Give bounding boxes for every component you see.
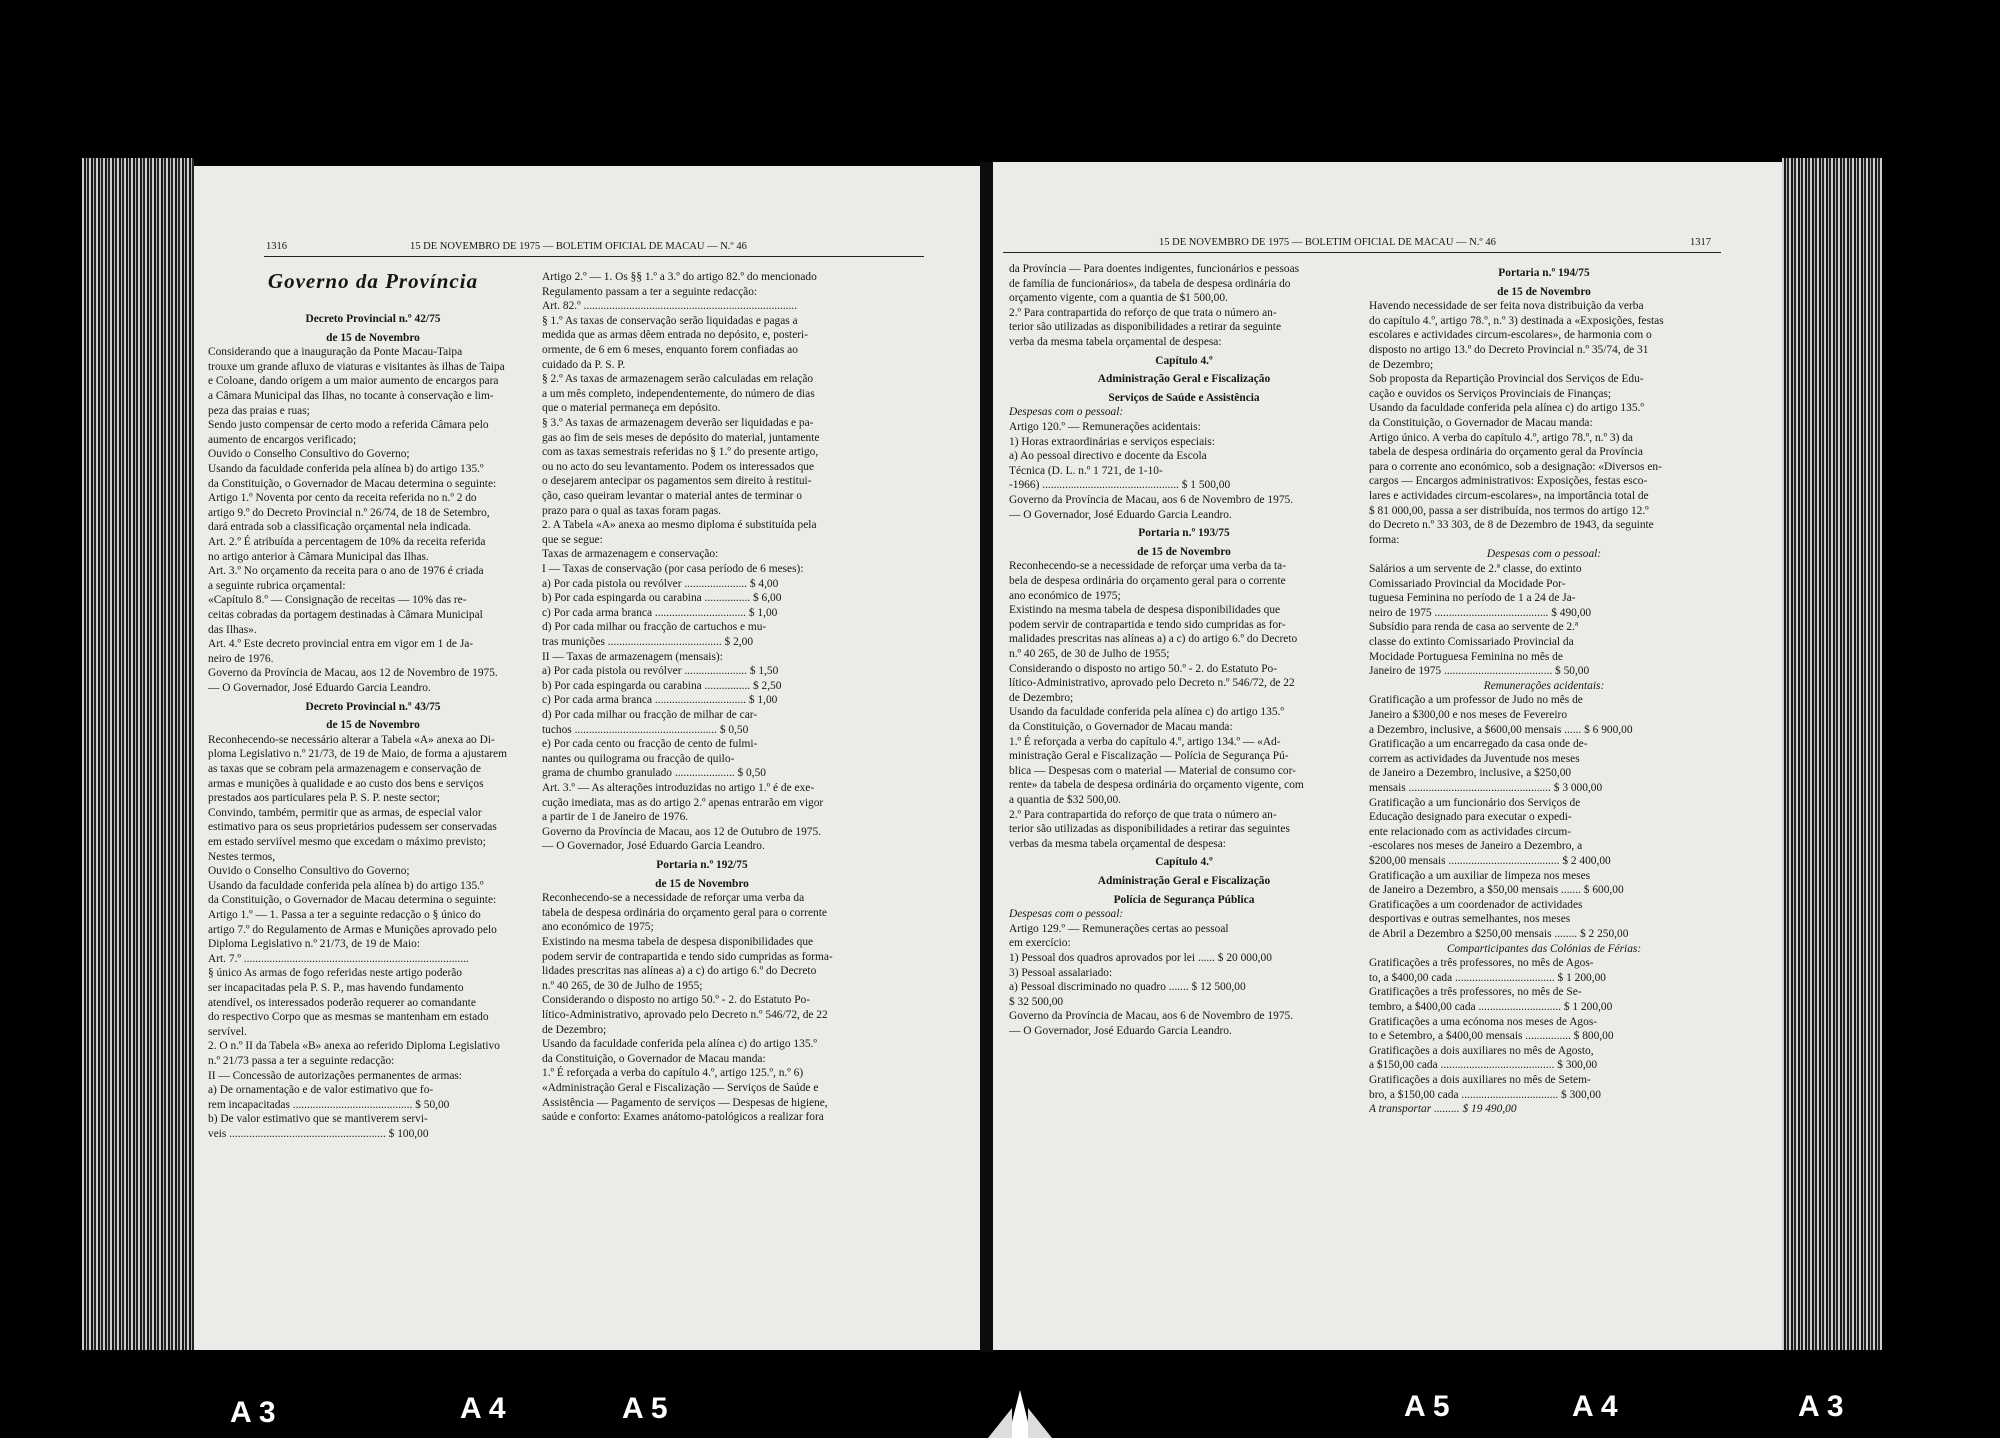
text-line: medida que as armas dêem entrada no depósito, e, posteri-	[542, 329, 809, 342]
text-line: Usando da faculdade conferida pela alínea c) do artigo 135.º	[1009, 706, 1284, 719]
text-line: Art. 3.º No orçamento da receita para o ano de 1976 é criada	[208, 565, 484, 578]
text-line: b) Por cada espingarda ou carabina ................ $ 2,50	[542, 679, 782, 692]
text-line: Educação designado para executar o expedi-	[1369, 811, 1572, 824]
text-line: b) Por cada espingarda ou carabina ................ $ 6,00	[542, 592, 782, 605]
text-line: Usando da faculdade conferida pela alínea b) do artigo 135.º	[208, 879, 484, 892]
text-line: neiro de 1976.	[208, 652, 274, 665]
text-line: — O Governador, José Eduardo Garcia Leandro.	[542, 840, 765, 853]
text-line: tabela de despesa ordinária do orçamento geral da Província	[1369, 446, 1643, 459]
text-line: — O Governador, José Eduardo Garcia Leandro.	[1009, 508, 1232, 521]
text-line: prestados aos particulares pela P. S. P. neste sector;	[208, 792, 440, 805]
text-line: Artigo 120.º — Remunerações acidentais:	[1009, 421, 1201, 433]
text-line: to, a $400,00 cada ................................... $ 1 200,00	[1369, 971, 1606, 984]
text-line: a) Por cada pistola ou revólver ...................... $ 4,00	[542, 577, 779, 590]
text-line: — O Governador, José Eduardo Garcia Leandro.	[208, 682, 431, 694]
text-line: cação e ouvidos os Serviços Provinciais de Finanças;	[1369, 387, 1611, 400]
text-line: artigo 9.º do Decreto Provincial n.º 26/74, de 18 de Setembro,	[208, 506, 490, 519]
text-line: escolares e actividades circum-escolares», de harmonia com o	[1369, 329, 1652, 342]
text-line: § 3.º As taxas de armazenagem deverão ser liquidadas e pa-	[542, 417, 814, 429]
text-line: ção, caso queiram levantar o material antes de terminar o	[542, 490, 802, 502]
text-line: Gratificação a um encarregado da casa onde de-	[1369, 738, 1588, 751]
text-line: lares e actividades circum-escolares», na importância total de	[1369, 490, 1649, 502]
left-head-rule	[264, 256, 924, 257]
text-line: a seguinte rubrica orçamental:	[208, 579, 346, 592]
text-line: lítico-Administrativo, aprovado pelo Decreto n.º 546/72, de 22	[1009, 677, 1295, 690]
text-line: podem servir de contrapartida e tendo sido cumpridas as forma-	[542, 950, 833, 963]
text-line: Mocidade Portuguesa Feminina no mês de	[1369, 650, 1563, 663]
heading-line: Capítulo 4.º	[1155, 354, 1213, 367]
text-line: terior são utilizadas as disponibilidades a retirar das seguintes	[1009, 823, 1290, 836]
text-line: «Capítulo 8.º — Consignação de receitas — 10% das re-	[208, 594, 467, 607]
text-line: para o corrente ano económico, sob a designação: «Diversos en-	[1369, 460, 1662, 473]
right-running-head: 15 DE NOVEMBRO DE 1975 — BOLETIM OFICIAL DE MACAU — N.º 46	[1159, 237, 1496, 248]
left-page-edge	[82, 158, 194, 1350]
text-line: to e Setembro, a $400,00 mensais ................ $ 800,00	[1369, 1030, 1614, 1043]
text-line: com as taxas semestrais referidas no § 1.º do presente artigo,	[542, 446, 819, 459]
text-line: Despesas com o pessoal:	[1486, 548, 1602, 561]
text-line: Havendo necessidade de ser feita nova distribuição da verba	[1369, 300, 1644, 313]
text-line: cução imediata, mas as do artigo 2.º apenas entrarão em vigor	[542, 796, 824, 809]
film-mark: A 3	[1798, 1390, 1844, 1423]
text-line: ano económico de 1975;	[1009, 589, 1121, 602]
text-line: forma:	[1369, 533, 1400, 546]
text-line: lítico-Administrativo, aprovado pelo Decreto n.º 546/72, de 22	[542, 1009, 828, 1021]
text-line: de Dezembro;	[1369, 358, 1434, 371]
heading-line: de 15 de Novembro	[326, 719, 420, 732]
text-line: 3) Pessoal assalariado:	[1009, 966, 1113, 979]
text-line: Usando da faculdade conferida pela alínea c) do artigo 135.º	[1369, 402, 1644, 415]
text-line: -escolares nos meses de Janeiro a Dezembro, a	[1369, 840, 1583, 853]
text-line: 2.º Para contrapartida do reforço de que trata o número an-	[1009, 808, 1277, 821]
text-line: Artigo 129.º — Remunerações certas ao pessoal	[1009, 922, 1229, 935]
text-line: de Abril a Dezembro a $250,00 mensais ........ $ 2 250,00	[1369, 928, 1629, 940]
text-line: Sob proposta da Repartição Provincial dos Serviços de Edu-	[1369, 373, 1644, 386]
text-line: n.º 40 265, de 30 de Julho de 1955;	[1009, 648, 1170, 660]
text-line: a partir de 1 de Janeiro de 1976.	[542, 811, 689, 824]
text-line: Existindo na mesma tabela de despesa disponibilidades que	[1009, 604, 1281, 617]
text-line: Gratificações a uma ecónoma nos meses de Agos-	[1369, 1015, 1598, 1028]
text-line: tembro, a $400,00 cada ............................. $ 1 200,00	[1369, 1001, 1613, 1013]
text-line: Gratificações a um coordenador de actividades	[1369, 898, 1583, 911]
heading-line: Administração Geral e Fiscalização	[1097, 875, 1271, 887]
text-line: veis ....................................................... $ 100,00	[208, 1128, 429, 1140]
text-line: c) Por cada arma branca ................................ $ 1,00	[542, 694, 778, 707]
text-line: Gratificações a três professores, no mês de Se-	[1369, 986, 1582, 999]
right-page	[993, 162, 1782, 1350]
text-line: de Dezembro;	[1009, 691, 1074, 704]
text-line: 2. O n.º II da Tabela «B» anexa ao referido Diploma Legislativo	[208, 1040, 500, 1053]
text-line: grama de chumbo granulado ..................... $ 0,50	[542, 767, 766, 780]
text-line: podem servir de contrapartida e tendo sido cumpridas as for-	[1009, 618, 1286, 631]
text-line: II — Taxas de armazenagem (mensais):	[542, 650, 723, 663]
heading-line: de 15 de Novembro	[326, 331, 420, 344]
text-line: Despesas com o pessoal:	[1009, 908, 1124, 921]
text-line: de Janeiro a Dezembro, inclusive, a $250,00	[1369, 767, 1572, 780]
text-line: verbas da mesma tabela orçamental de despesa:	[1009, 837, 1226, 850]
text-line: rem incapacitadas .......................................... $ 50,00	[208, 1098, 450, 1111]
text-line: II — Concessão de autorizações permanentes de armas:	[208, 1069, 462, 1082]
heading-line: Portaria n.º 192/75	[656, 859, 748, 871]
text-line: que se segue:	[542, 533, 603, 546]
text-line: tabela de despesa ordinária do orçamento geral para o corrente	[542, 906, 827, 919]
heading-line: Polícia de Segurança Pública	[1113, 893, 1255, 906]
text-line: Art. 7.º ...............................................................................	[208, 952, 469, 965]
text-line: Comissariado Provincial da Mocidade Por-	[1369, 577, 1566, 590]
text-line: A transportar ......... $ 19 490,00	[1369, 1103, 1517, 1116]
film-mark: A 5	[622, 1392, 668, 1425]
text-line: Comparticipantes das Colónias de Férias:	[1446, 942, 1642, 955]
heading-line: Capítulo 4.º	[1155, 856, 1213, 869]
binding-clip-icon	[960, 1388, 1080, 1438]
text-line: da Constituição, o Governador de Macau manda:	[1009, 721, 1233, 733]
text-line: atendível, os interessados poderão requerer ao comandante	[208, 996, 476, 1009]
text-line: ministração Geral e Fiscalização — Polícia de Segurança Pú-	[1009, 750, 1289, 763]
text-line: c) Por cada arma branca ................................ $ 1,00	[542, 606, 778, 619]
text-line: dará entrada sob a classificação orçamental nela indicada.	[208, 521, 472, 534]
text-line: da Constituição, o Governador de Macau determina o seguinte:	[208, 477, 497, 490]
text-line: 1) Horas extraordinárias e serviços especiais:	[1009, 435, 1215, 448]
text-line: a) Ao pessoal directivo e docente da Escola	[1009, 450, 1207, 463]
text-line: artigo 7.º do Regulamento de Armas e Munições aprovado pelo	[208, 923, 497, 936]
text-line: da Constituição, o Governador de Macau manda:	[542, 1052, 766, 1065]
text-line: peza das praias e ruas;	[208, 404, 310, 417]
text-line: correm as actividades da Juventude nos meses	[1369, 752, 1580, 765]
text-line: orçamento vigente, com a quantia de $1 500,00.	[1009, 292, 1228, 305]
text-line: Governo da Província de Macau, aos 12 de Outubro de 1975.	[542, 825, 821, 838]
text-line: bela de despesa ordinária do orçamento geral para o corrente	[1009, 575, 1286, 587]
text-line: das Ilhas».	[208, 623, 257, 636]
heading-line: de 15 de Novembro	[1137, 545, 1231, 558]
text-line: verba da mesma tabela orçamental de despesa:	[1009, 336, 1222, 348]
text-line: da Constituição, o Governador de Macau manda:	[1369, 417, 1593, 429]
text-line: e) Por cada cento ou fracção de cento de fulmi-	[542, 738, 758, 751]
text-line: blica — Despesas com o material — Material de consumo cor-	[1009, 764, 1296, 777]
text-line: cuidado da P. S. P.	[542, 358, 626, 371]
heading-line: Portaria n.º 193/75	[1138, 527, 1230, 540]
heading-line: de 15 de Novembro	[1497, 285, 1591, 298]
book-gutter	[980, 162, 993, 1352]
text-line: Usando da faculdade conferida pela alínea c) do artigo 135.º	[542, 1038, 817, 1051]
heading-line: de 15 de Novembro	[655, 877, 749, 890]
text-line: nantes ou quilograma ou fracção de quilo-	[542, 752, 735, 765]
text-line: aumento de encargos verificado;	[208, 433, 357, 446]
text-line: Técnica (D. L. n.º 1 721, de 1-10-	[1009, 464, 1163, 477]
text-line: -1966) ................................................ $ 1 500,00	[1009, 479, 1231, 492]
text-line: 2. A Tabela «A» anexa ao mesmo diploma é substituída pela	[542, 519, 817, 532]
text-line: Reconhecendo-se necessário alterar a Tabela «A» anexa ao Di-	[208, 733, 495, 746]
left-page	[194, 166, 980, 1350]
heading-line: Decreto Provincial n.º 42/75	[305, 313, 441, 325]
text-line: Art. 82.º ...........................................................................	[542, 300, 798, 313]
text-line: a um mês completo, independentemente, do número de dias	[542, 387, 815, 400]
text-line: Art. 3.º — As alterações introduzidas no artigo 1.º é de exe-	[542, 782, 815, 794]
text-line: terior são utilizadas as disponibilidades a retirar da seguinte	[1009, 321, 1282, 334]
text-line: I — Taxas de conservação (por casa período de 6 meses):	[542, 563, 804, 575]
text-line: prazo para o qual as taxas foram pagas.	[542, 504, 722, 517]
text-line: Existindo na mesma tabela de despesa disponibilidades que	[542, 936, 814, 948]
text-line: Gratificações a três professores, no mês de Agos-	[1369, 957, 1594, 970]
text-line: — O Governador, José Eduardo Garcia Leandro.	[1009, 1025, 1232, 1037]
text-line: Subsídio para renda de casa ao servente de 2.ª	[1369, 621, 1579, 634]
text-line: Despesas com o pessoal:	[1009, 406, 1124, 419]
text-line: servível.	[208, 1025, 247, 1038]
text-line: tras munições ........................................ $ 2,00	[542, 636, 754, 648]
text-line: ente relacionado com as actividades circum-	[1369, 825, 1572, 838]
text-line: tuchos .................................................. $ 0,50	[542, 723, 749, 736]
text-line: armas e munições à qualidade e ao custo dos bens e serviços	[208, 777, 484, 790]
film-mark: A 5	[1404, 1390, 1450, 1423]
text-line: bro, a $150,00 cada .................................. $ 300,00	[1369, 1088, 1601, 1101]
text-line: gas ao fim de seis meses de depósito do material, juntamente	[542, 431, 820, 444]
text-line: Janeiro a $300,00 e nos meses de Fevereiro	[1369, 709, 1568, 721]
text-line: Art. 4.º Este decreto provincial entra em vigor em 1 de Ja-	[208, 638, 474, 651]
text-line: estimativo para os seus proprietários pudessem ser conservadas	[208, 821, 497, 834]
text-line: n.º 21/73 passa a ter a seguinte redacção:	[208, 1055, 395, 1067]
text-line: de família de funcionários», da tabela de despesa ordinária do	[1009, 277, 1291, 290]
text-line: Gratificação a um auxiliar de limpeza nos meses	[1369, 869, 1591, 882]
heading-line: Administração Geral e Fiscalização	[1097, 373, 1271, 386]
heading-line: Decreto Provincial n.º 43/75	[305, 700, 441, 713]
film-mark: A 4	[1572, 1390, 1618, 1423]
text-line: Taxas de armazenagem e conservação:	[542, 548, 719, 561]
text-line: ploma Legislativo n.º 21/73, de 19 de Maio, de forma a ajustarem	[208, 748, 507, 761]
left-running-head: 15 DE NOVEMBRO DE 1975 — BOLETIM OFICIAL DE MACAU — N.º 46	[410, 241, 747, 252]
text-line: Considerando o disposto no artigo 50.º - 2. do Estatuto Po-	[542, 994, 811, 1007]
text-line: que o material permaneça em depósito.	[542, 402, 721, 415]
text-line: a) Pessoal discriminado no quadro ....... $ 12 500,00	[1009, 981, 1246, 994]
text-line: Assistência — Pagamento de serviços — Despesas de higiene,	[542, 1096, 828, 1109]
text-line: § único As armas de fogo referidas neste artigo poderão	[208, 967, 462, 980]
right-head-rule	[1003, 252, 1721, 253]
text-line: Diploma Legislativo n.º 21/73, de 19 de Maio:	[208, 938, 421, 951]
text-line: Governo da Província de Macau, aos 6 de Novembro de 1975.	[1009, 494, 1294, 506]
text-line: no artigo anterior à Câmara Municipal das Ilhas.	[208, 550, 429, 563]
text-line: a) De ornamentação e de valor estimativo que fo-	[208, 1084, 434, 1097]
text-line: mensais .................................................. $ 3 000,00	[1369, 782, 1603, 794]
text-line: ano económico de 1975;	[542, 921, 654, 934]
text-line: cargos — Encargos administrativos: Exposições, festas esco-	[1369, 475, 1648, 488]
text-line: $200,00 mensais ....................................... $ 2 400,00	[1369, 855, 1611, 867]
text-line: Ouvido o Conselho Consultivo do Governo;	[208, 865, 410, 878]
text-line: o desejarem antecipar os pagamentos sem direito à restitui-	[542, 475, 812, 488]
text-line: «Administração Geral e Fiscalização — Serviços de Saúde e	[542, 1082, 819, 1094]
text-line: Considerando o disposto no artigo 50.º - 2. do Estatuto Po-	[1009, 662, 1278, 675]
text-line: Janeiro de 1975 ...................................... $ 50,00	[1369, 665, 1590, 678]
section-title: Governo da Província	[267, 274, 479, 288]
text-line: Artigo 1.º Noventa por cento da receita referida no n.º 2 do	[208, 492, 477, 505]
text-line: Convindo, também, permitir que as armas, de especial valor	[208, 806, 482, 819]
text-line: d) Por cada milhar ou fracção de cartuchos e mu-	[542, 621, 767, 634]
text-line: $ 32 500,00	[1009, 995, 1064, 1008]
text-line: rente» da tabela de despesa ordinária do orçamento vigente, com	[1009, 779, 1304, 792]
text-line: a Dezembro, inclusive, a $600,00 mensais ...... $ 6 900,00	[1369, 723, 1633, 736]
text-line: § 1.º As taxas de conservação serão liquidadas e pagas a	[542, 314, 798, 327]
text-line: do Decreto n.º 33 303, de 8 de Dezembro de 1943, da seguinte	[1369, 519, 1654, 532]
text-line: de Janeiro a Dezembro, a $50,00 mensais ....... $ 600,00	[1369, 884, 1624, 897]
text-line: Regulamento passam a ter a seguinte redacção:	[542, 285, 758, 298]
heading-line: Serviços de Saúde e Assistência	[1108, 391, 1260, 404]
text-line: Salários a um servente de 2.ª classe, do extinto	[1369, 563, 1582, 575]
right-page-edge	[1782, 158, 1882, 1350]
text-line: desportivas e outras semelhantes, nos meses	[1369, 913, 1571, 926]
text-line: $ 81 000,00, passa a ser distribuída, nos termos do artigo 12.º	[1369, 504, 1649, 517]
text-line: 1.º É reforçada a verba do capítulo 4.º, artigo 125.º, n.º 6)	[542, 1067, 804, 1080]
text-line: ou no acto do seu levantamento. Podem os interessados que	[542, 460, 815, 473]
text-line: 1.º É reforçada a verba do capítulo 4.º, artigo 134.º — «Ad-	[1009, 735, 1281, 748]
left-page-number: 1316	[266, 241, 287, 252]
text-line: ser incapacitadas pela P. S. P., mas havendo fundamento	[208, 982, 464, 994]
text-line: 2.º Para contrapartida do reforço de que trata o número an-	[1009, 306, 1277, 319]
text-line: de Dezembro;	[542, 1023, 607, 1036]
text-line: do respectivo Corpo que as mesmas se mantenham em estado	[208, 1011, 489, 1024]
text-line: a) Por cada pistola ou revólver ...................... $ 1,50	[542, 665, 779, 678]
text-line: 1) Pessoal dos quadros aprovados por lei ...... $ 20 000,00	[1009, 952, 1272, 964]
text-line: Governo da Província de Macau, aos 6 de Novembro de 1975.	[1009, 1010, 1294, 1023]
text-line: Governo da Província de Macau, aos 12 de Novembro de 1975.	[208, 667, 498, 680]
text-line: tuguesa Feminina no período de 1 a 24 de Ja-	[1369, 592, 1576, 605]
text-line: e Coloane, dando origem a um maior aumento de encargos para	[208, 375, 499, 388]
heading-line: Portaria n.º 194/75	[1498, 267, 1590, 279]
text-line: Gratificações a dois auxiliares no mês de Setem-	[1369, 1074, 1591, 1086]
text-line: em estado serviível mesmo que excedam o máximo previsto;	[208, 836, 486, 848]
text-line: ormente, de 6 em 6 meses, enquanto forem confiadas ao	[542, 344, 798, 356]
text-line: trouxe um grande afluxo de viaturas e visitantes às ilhas de Taipa	[208, 360, 505, 373]
text-line: Nestes termos,	[208, 850, 276, 863]
text-line: Remunerações acidentais:	[1483, 679, 1605, 692]
text-line: Art. 2.º É atribuída a percentagem de 10% da receita referida	[208, 536, 486, 548]
text-line: Gratificação a um professor de Judo no mês de	[1369, 694, 1583, 707]
text-line: Reconhecendo-se a necessidade de reforçar uma verba da	[542, 892, 805, 905]
text-line: a Câmara Municipal das Ilhas, no tocante à conservação e lim-	[208, 390, 494, 402]
text-line: da Província — Para doentes indigentes, funcionários e pessoas	[1009, 263, 1300, 275]
text-line: d) Por cada milhar ou fracção de milhar de car-	[542, 709, 758, 721]
text-line: Reconhecendo-se a necessidade de reforçar uma verba da ta-	[1009, 560, 1287, 573]
text-line: saúde e conforto: Exames anátomo-patológicos a realizar fora	[542, 1111, 824, 1124]
text-line: da Constituição, o Governador de Macau determina o seguinte:	[208, 894, 497, 907]
text-line: do capítulo 4.º, artigo 78.º, n.º 3) destinada a «Exposições, festas	[1369, 314, 1664, 327]
text-line: Artigo 1.º — 1. Passa a ter a seguinte redacção o § único do	[208, 909, 481, 921]
text-line: Sendo justo compensar de certo modo a referida Câmara pelo	[208, 419, 489, 432]
text-line: lidades prescritas nas alíneas a) a c) do artigo 6.º do Decreto	[542, 965, 817, 978]
text-line: Gratificação a um funcionário dos Serviços de	[1369, 796, 1581, 809]
text-line: disposto no artigo 13.º do Decreto Provincial n.º 35/74, de 31	[1369, 344, 1649, 356]
text-line: Artigo único. A verba do capítulo 4.º, artigo 78.º, n.º 3) da	[1369, 431, 1633, 444]
film-mark: A 4	[460, 1392, 506, 1425]
film-mark: A 3	[230, 1396, 276, 1429]
text-line: Artigo 2.º — 1. Os §§ 1.º a 3.º do artigo 82.º do mencionado	[542, 271, 817, 283]
text-line: em exercício:	[1009, 937, 1071, 950]
text-line: Gratificações a dois auxiliares no mês de Agosto,	[1369, 1044, 1594, 1057]
text-line: § 2.º As taxas de armazenagem serão calculadas em relação	[542, 373, 814, 386]
text-line: b) De valor estimativo que se mantiverem servi-	[208, 1113, 428, 1126]
text-line: neiro de 1975 ........................................ $ 490,00	[1369, 606, 1592, 619]
right-page-number: 1317	[1690, 237, 1711, 248]
text-line: as taxas que se cobram pela armazenagem e conservação de	[208, 763, 481, 775]
text-line: malidades prescritas nas alíneas a) a c) do artigo 6.º do Decreto	[1009, 633, 1298, 646]
text-line: n.º 40 265, de 30 de Julho de 1955;	[542, 979, 703, 992]
text-line: Usando da faculdade conferida pela alínea b) do artigo 135.º	[208, 463, 484, 475]
text-line: a quantia de $32 500,00.	[1009, 794, 1121, 806]
text-line: a $150,00 cada ........................................ $ 300,00	[1369, 1059, 1598, 1072]
text-line: ceitas cobradas da portagem destinadas à Câmara Municipal	[208, 609, 483, 621]
text-line: Ouvido o Conselho Consultivo do Governo;	[208, 448, 410, 461]
text-line: classe do extinto Comissariado Provincial da	[1369, 636, 1574, 648]
text-line: Considerando que a inauguração da Ponte Macau-Taipa	[208, 346, 463, 359]
